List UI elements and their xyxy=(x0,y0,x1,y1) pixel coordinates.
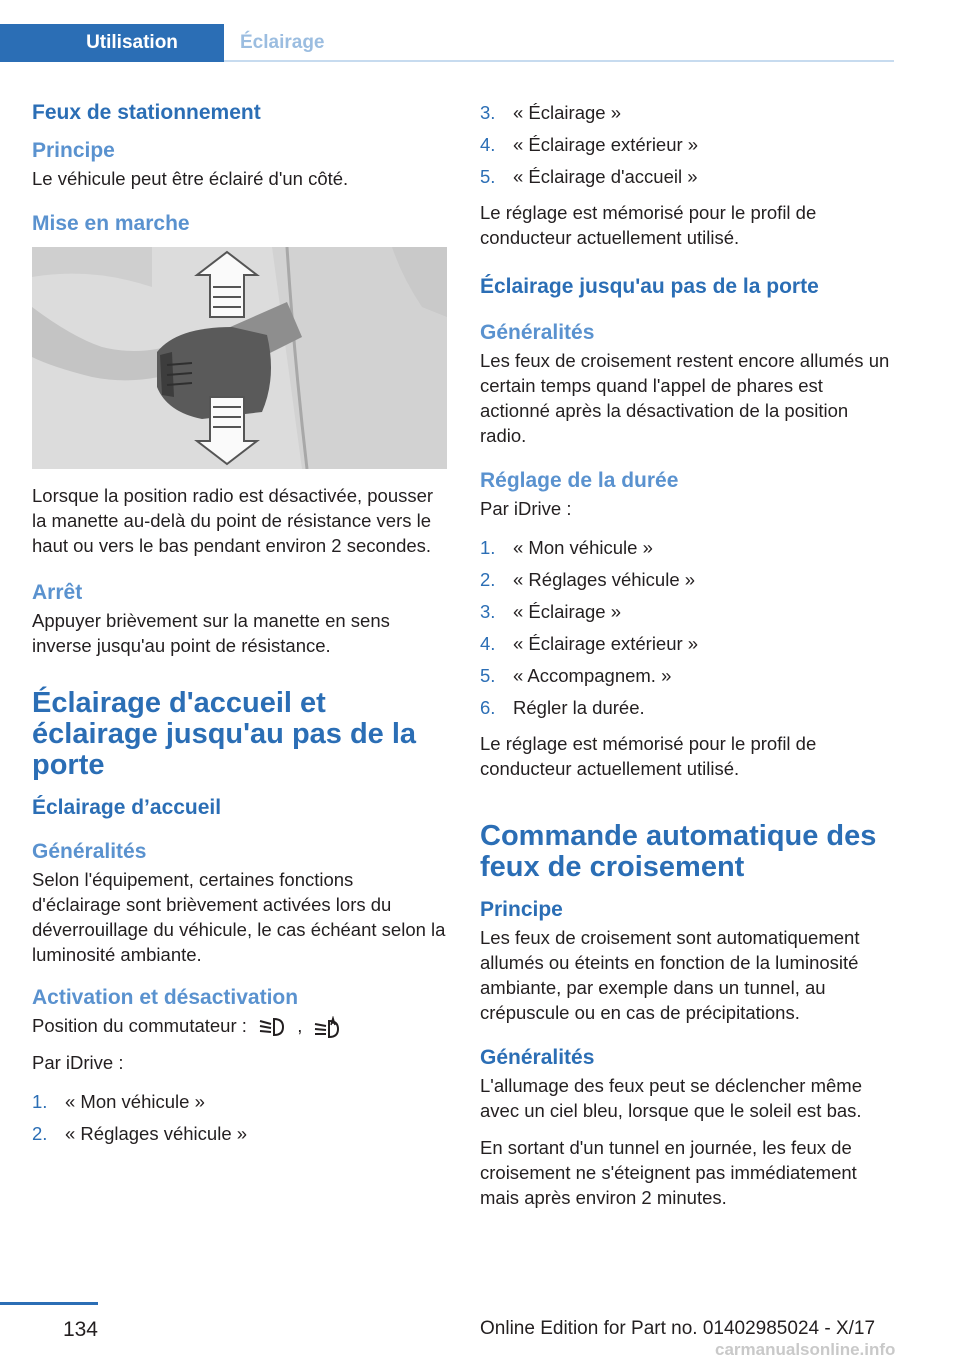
text-separator: , xyxy=(297,1015,303,1036)
tab-eclairage: Éclairage xyxy=(240,32,325,53)
idrive-list-accueil xyxy=(32,1089,447,1153)
idrive-list-duree xyxy=(480,535,895,727)
list-item: 4. « Éclairage extérieur » xyxy=(480,134,699,155)
list-item: 1. « Mon véhicule » xyxy=(480,537,653,558)
right-column xyxy=(480,100,895,1222)
list-item: 1. « Mon véhicule » xyxy=(32,1091,205,1113)
heading-eclairage-d-accueil: Éclairage d’accueil xyxy=(32,796,222,819)
tab-utilisation xyxy=(0,24,224,62)
idrive-list-accueil-cont xyxy=(480,100,895,196)
heading-eclairage-accueil: Éclairage d'accueil et éclairage jusqu'au pas de la porte xyxy=(32,687,417,781)
text-par-idrive-2: Par iDrive : xyxy=(480,498,572,519)
page-number: 134 xyxy=(62,1318,98,1341)
list-item: 2. « Réglages véhicule » xyxy=(32,1123,248,1145)
list-item: 3. « Éclairage » xyxy=(480,601,621,622)
page-header xyxy=(0,0,960,64)
text-memo-1: Le réglage est mémorisé pour le profil de conducteur actuellement utilisé. xyxy=(480,202,817,248)
header-rule xyxy=(224,60,894,62)
text-generalites: Selon l'équipement, certaines fonctions d'éclairage sont brièvement activées lors du déverrouillage du véhicule, le cas échéant selon la luminosité ambiante. xyxy=(32,869,446,965)
list-item: 6. Régler la durée. xyxy=(480,697,645,718)
list-item: 5. « Accompagnem. » xyxy=(480,665,672,686)
heading-feux-stationnement: Feux de stationnement xyxy=(32,101,261,124)
watermark: carmanualsonline.info xyxy=(715,1340,896,1359)
heading-mise-en-marche: Mise en marche xyxy=(32,212,190,235)
text-principe-2: Les feux de croisement sont automatiquement allumés ou éteints en fonction de la luminosité ambiante, par exemple dans un tunnel, au crépuscule ou en cas de précipitations. xyxy=(480,927,860,1023)
heading-generalites: Généralités xyxy=(32,840,147,863)
heading-reglage-duree: Réglage de la durée xyxy=(480,469,679,492)
text-generalites-3a: L'allumage des feux peut se déclencher même avec un ciel bleu, lorsque que le soleil est bas. xyxy=(480,1075,862,1121)
text-memo-2: Le réglage est mémorisé pour le profil de conducteur actuellement utilisé. xyxy=(480,733,817,779)
lever-illustration-svg xyxy=(32,247,447,469)
heading-arret: Arrêt xyxy=(32,581,83,604)
text-generalites-2: Les feux de croisement restent encore allumés un certain temps quand l'appel de phares est actionné après la désactivation de la position radio. xyxy=(480,350,890,446)
text-arret: Appuyer brièvement sur la manette en sens inverse jusqu'au point de résistance. xyxy=(32,610,390,656)
heading-generalites-2: Généralités xyxy=(480,321,595,344)
auto-light-icon xyxy=(313,1016,341,1038)
heading-principe: Principe xyxy=(32,139,115,162)
list-item: 3. « Éclairage » xyxy=(480,102,621,123)
heading-generalites-3: Généralités xyxy=(480,1046,595,1069)
list-item: 5. « Éclairage d'accueil » xyxy=(480,166,698,187)
low-beam-icon xyxy=(258,1016,286,1038)
text-principe: Le véhicule peut être éclairé d'un côté. xyxy=(32,168,349,189)
lever-illustration xyxy=(32,247,447,469)
text-generalites-3b: En sortant d'un tunnel en journée, les feux de croisement ne s'éteignent pas immédiatement mais après environ 2 minutes. xyxy=(480,1137,857,1208)
heading-principe-2: Principe xyxy=(480,898,563,921)
heading-pas-de-la-porte: Éclairage jusqu'au pas de la porte xyxy=(480,275,819,298)
footer-rule xyxy=(0,1302,98,1305)
heading-commande-automatique: Commande automatique des feux de croisement xyxy=(480,820,877,883)
list-item: 2. « Réglages véhicule » xyxy=(480,569,696,590)
text-par-idrive: Par iDrive : xyxy=(32,1052,124,1074)
text-activation xyxy=(32,1013,447,1038)
text-mise-en-marche: Lorsque la position radio est désactivée, pousser la manette au-delà du point de résistance vers le haut ou vers le bas pendant environ 2 secondes. xyxy=(32,485,434,556)
left-column xyxy=(32,100,447,1157)
footer-edition: Online Edition for Part no. 01402985024 - X/17 xyxy=(480,1318,876,1339)
list-item: 4. « Éclairage extérieur » xyxy=(480,633,699,654)
tab-utilisation-label: Utilisation xyxy=(86,32,178,53)
text-position-commutateur: Position du commutateur : xyxy=(32,1015,247,1036)
heading-activation: Activation et désactivation xyxy=(32,986,299,1009)
